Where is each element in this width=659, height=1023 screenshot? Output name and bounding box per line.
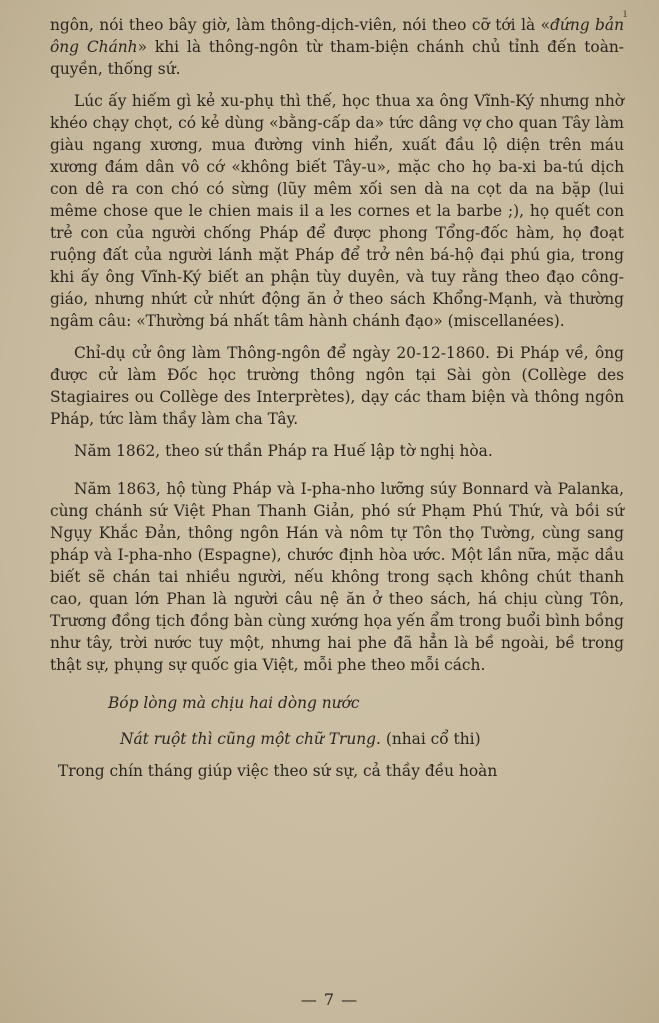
paragraph-6: Trong chín tháng giúp việc theo sứ sự, cả thầy đều hoàn [58, 762, 498, 780]
page-number: — 7 — [300, 990, 359, 1009]
paragraph-1-before: ngôn, nói theo bây giờ, làm thông-dịch-viên, nói theo cỡ tới là « [50, 16, 551, 34]
verse-line-1 [50, 686, 624, 720]
paragraph-4: Năm 1862, theo sứ thần Pháp ra Huế lập tờ nghị hòa. [74, 442, 493, 460]
verse-line-1-text: Bóp lòng mà chịu hai dòng nước [108, 694, 360, 712]
paragraph-3: Chỉ-dụ cử ông làm Thông-ngôn để ngày 20-12-1860. Đi Pháp về, ông được cử làm Đốc học trường thông ngôn tại Sài gòn (Collège des Stagiaires ou Collège des Interprètes), dạy các tham biện và thông ngôn Pháp, tức làm thầy làm cha Tây. [50, 344, 624, 428]
verse-line-2 [50, 722, 624, 756]
paragraph-1-after: » khi là thông-ngôn từ tham-biện chánh chủ tỉnh đến toàn-quyền, thống sứ. [50, 38, 624, 78]
verse-attribution: (nhai cổ thi) [385, 730, 481, 748]
paragraph-1-italic: đứng bản ông Chánh [50, 16, 624, 56]
paragraph-1 [50, 14, 624, 80]
page-edge-mark: ı [623, 6, 627, 20]
verse-line-2-text: Nát ruột thì cũng một chữ Trung. [120, 730, 381, 748]
body-text [50, 14, 624, 792]
paragraph-5: Năm 1863, hộ tùng Pháp và I-pha-nho lưỡng súy Bonnard và Palanka, cùng chánh sứ Việt Phan Thanh Giản, phó sứ Phạm Phú Thứ, và bồi sứ Ngụy Khắc Đản, thông ngôn Hán và nôm tự Tôn thọ Tường, cùng sang pháp và I-pha-nho (Espagne), chước định hòa ước. Một lần nữa, mặc dầu biết sẽ chán tai nhiều người, nếu không trong sạch không chút thanh cao, quan lớn Phan là người câu nệ ăn ở theo sách, há chịu cùng Tôn, Trương đồng tịch đồng bàn cùng xướng họa yến ẩm trong buổi bình bồng như tây, trời nước tuy một, nhưng hai phe đã hẳn là bề ngoài, bề trong thật sự, phụng sự quốc gia Việt, mỗi phe theo mỗi cách. [50, 480, 624, 674]
paragraph-2: Lúc ấy hiếm gì kẻ xu-phụ thì thế, học thua xa ông Vĩnh-Ký nhưng nhờ khéo chạy chọt, có kẻ dùng «bằng-cấp da» tức dâng vợ cho quan Tây làm giàu ngang xương, mua đường vinh hiển, xuất đầu lộ diện trên máu xương đám dân vô cớ «không biết Tây-u», mặc cho họ ba-xi ba-tú dịch con dê ra con chó có sừng (lũy mêm xối sen dà na cọt da na bặp (lui même chose que le chien mais il a les cornes et la barbe ;), họ quết con trẻ con của người chống Pháp để được phong Tổng-đốc hàm, họ đoạt ruộng đất của người lánh mặt Pháp để trở nên bá-hộ đại phú gia, trong khi ấy ông Vĩnh-Ký biết an phận tùy duyên, và tuy rằng theo đạo công-giáo, nhưng nhứt cử nhứt động ăn ở theo sách Khổng-Mạnh, và thường ngâm câu: «Thường bá nhất tâm hành chánh đạo» (miscellanées). [50, 92, 624, 330]
